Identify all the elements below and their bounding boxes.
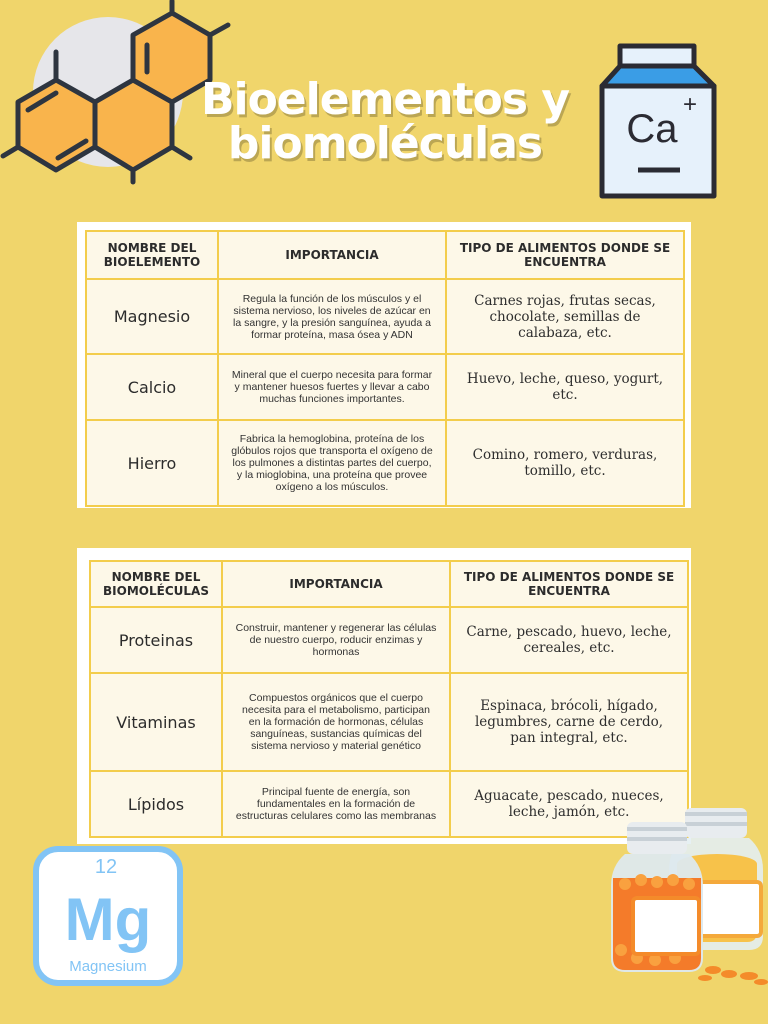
magnesium-name: Magnesium [69,958,147,975]
title-line-1: Bioelementos y [200,74,570,125]
row-foods: Comino, romero, verduras, tomillo, etc. [446,420,684,506]
row-importance: Compuestos orgánicos que el cuerpo necesita para el metabolismo, participan en la formación de hormonas, células sanguíneas, sustancias químicas del sistema nervioso y material genético [222,673,450,771]
magnesium-element-icon [32,845,184,987]
calcium-carton-icon [598,42,720,202]
table-row [90,607,688,673]
pill-bottles-icon [605,800,768,990]
row-name: Proteinas [90,607,222,673]
header-name: NOMBRE DEL BIOMOLÉCULAS [90,561,222,607]
row-name: Magnesio [86,279,218,354]
header-foods: TIPO DE ALIMENTOS DONDE SE ENCUENTRA [446,231,684,279]
row-name: Lípidos [90,771,222,837]
row-importance: Construir, mantener y regenerar las células de nuestro cuerpo, roducir enzimas y hormonas [222,607,450,673]
row-importance: Fabrica la hemoglobina, proteína de los glóbulos rojos que transporta el oxígeno de los pulmones a distintas partes del cuerpo, y la mioglobina, una proteína que provee oxígeno a los músculos. [218,420,446,506]
magnesium-number: 12 [94,856,118,878]
table-row [86,420,684,506]
biomolecules-card [77,548,691,844]
row-name: Calcio [86,354,218,420]
row-importance: Mineral que el cuerpo necesita para formar y mantener huesos fuertes y llevar a cabo muchas funciones importantes. [218,354,446,420]
row-foods: Carnes rojas, frutas secas, chocolate, semillas de calabaza, etc. [446,279,684,354]
table-row [86,354,684,420]
header-importance: IMPORTANCIA [222,561,450,607]
bioelements-table [85,230,685,507]
header-importance: IMPORTANCIA [218,231,446,279]
bioelements-card [77,222,691,508]
row-name: Hierro [86,420,218,506]
row-foods: Huevo, leche, queso, yogurt, etc. [446,354,684,420]
row-importance: Regula la función de los músculos y el sistema nervioso, los niveles de azúcar en la sangre, y la presión sanguínea, ayuda a formar proteína, masa ósea y ADN [218,279,446,354]
calcium-charge: + [682,91,698,118]
table-row [90,673,688,771]
calcium-symbol: Ca [626,107,678,151]
title-line-2: biomoléculas [227,118,543,169]
table-header-row [86,231,684,279]
header-name: NOMBRE DEL BIOELEMENTO [86,231,218,279]
header-foods: TIPO DE ALIMENTOS DONDE SE ENCUENTRA [450,561,688,607]
row-name: Vitaminas [90,673,222,771]
page-title [200,74,570,169]
table-header-row [90,561,688,607]
table-row [90,771,688,837]
row-foods: Aguacate, pescado, nueces, leche, jamón, etc. [450,771,688,837]
table-row [86,279,684,354]
biomolecules-table [89,560,689,838]
row-foods: Espinaca, brócoli, hígado, legumbres, carne de cerdo, pan integral, etc. [450,673,688,771]
magnesium-symbol: Mg [64,886,152,953]
row-foods: Carne, pescado, huevo, leche, cereales, etc. [450,607,688,673]
row-importance: Principal fuente de energía, son fundamentales en la formación de estructuras celulares como las membranas [222,771,450,837]
